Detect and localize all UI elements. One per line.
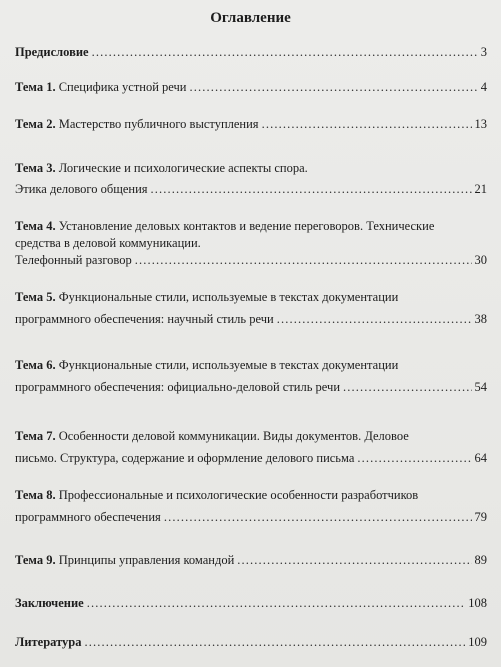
toc-entry-page: 4 <box>480 80 487 94</box>
toc-entry-text: Профессиональные и психологические особенности разработчиков <box>58 488 419 502</box>
toc-entry-topic-6[interactable] <box>15 357 487 396</box>
leader-dots <box>87 595 466 612</box>
toc-entry-references[interactable] <box>15 634 487 651</box>
toc-entry-page: 79 <box>474 510 487 524</box>
toc-entry-page: 64 <box>474 451 487 465</box>
toc-entry-label: Тема 6. <box>15 358 56 372</box>
leader-dots <box>262 116 472 133</box>
toc-entry-label: Тема 7. <box>15 429 56 443</box>
toc-entry-page: 38 <box>474 312 487 326</box>
toc-entry-page: 89 <box>474 553 487 567</box>
toc-entry-preface[interactable] <box>15 44 487 61</box>
toc-entry-label: Тема 5. <box>15 290 56 304</box>
toc-entry-topic-9[interactable] <box>15 552 487 569</box>
toc-entry-text: Особенности деловой коммуникации. Виды документов. Деловое <box>58 429 409 443</box>
toc-entry-text: Этика делового общения <box>15 182 148 196</box>
toc-entry-label: Тема 4. <box>15 219 56 233</box>
leader-dots <box>190 79 478 96</box>
leader-dots <box>237 552 471 569</box>
toc-entry-topic-7[interactable] <box>15 428 487 467</box>
leader-dots <box>85 634 466 651</box>
toc-entry-text: Специфика устной речи <box>58 80 187 94</box>
toc-entry-label: Заключение <box>15 596 84 610</box>
toc-entry-topic-2[interactable] <box>15 116 487 133</box>
toc-entry-text: программного обеспечения <box>15 510 161 524</box>
toc-entry-label: Тема 3. <box>15 161 56 175</box>
toc-entry-text: средства в деловой коммуникации. <box>15 236 201 250</box>
toc-entry-text: Телефонный разговор <box>15 253 132 267</box>
toc-entry-page: 54 <box>474 380 487 394</box>
toc-entry-label: Тема 9. <box>15 553 56 567</box>
toc-entry-text: программного обеспечения: научный стиль речи <box>15 312 274 326</box>
toc-entry-label: Предисловие <box>15 45 89 59</box>
toc-entry-page: 21 <box>474 182 487 196</box>
toc-entry-text: Функциональные стили, используемые в текстах документации <box>58 290 399 304</box>
toc-entry-topic-5[interactable] <box>15 289 487 328</box>
leader-dots <box>343 379 471 396</box>
leader-dots <box>277 311 472 328</box>
toc-entry-page: 3 <box>480 45 487 59</box>
toc-entry-topic-4[interactable] <box>15 218 487 269</box>
toc-entry-page: 109 <box>468 635 487 649</box>
toc-list <box>15 44 487 651</box>
toc-entry-text: Логические и психологические аспекты спора. <box>58 161 308 175</box>
toc-entry-label: Тема 2. <box>15 117 56 131</box>
toc-entry-page: 13 <box>474 117 487 131</box>
toc-entry-text: Мастерство публичного выступления <box>58 117 259 131</box>
toc-entry-text: Функциональные стили, используемые в текстах документации <box>58 358 399 372</box>
leader-dots <box>357 450 471 467</box>
toc-entry-topic-3[interactable] <box>15 160 487 198</box>
toc-entry-text: Принципы управления командой <box>58 553 235 567</box>
toc-entry-topic-1[interactable] <box>15 79 487 96</box>
leader-dots <box>92 44 478 61</box>
leader-dots <box>151 181 472 198</box>
leader-dots <box>135 252 472 269</box>
toc-entry-text: письмо. Структура, содержание и оформление делового письма <box>15 451 355 465</box>
toc-entry-conclusion[interactable] <box>15 595 487 612</box>
toc-entry-page: 108 <box>468 596 487 610</box>
toc-entry-text: программного обеспечения: официально-деловой стиль речи <box>15 380 341 394</box>
toc-heading: Оглавление <box>210 10 291 26</box>
toc-entry-page: 30 <box>474 253 487 267</box>
toc-entry-label: Литература <box>15 635 82 649</box>
leader-dots <box>164 509 472 526</box>
toc-entry-label: Тема 1. <box>15 80 56 94</box>
toc-entry-topic-8[interactable] <box>15 487 487 526</box>
toc-entry-label: Тема 8. <box>15 488 56 502</box>
toc-entry-text: Установление деловых контактов и ведение переговоров. Технические <box>58 219 435 233</box>
